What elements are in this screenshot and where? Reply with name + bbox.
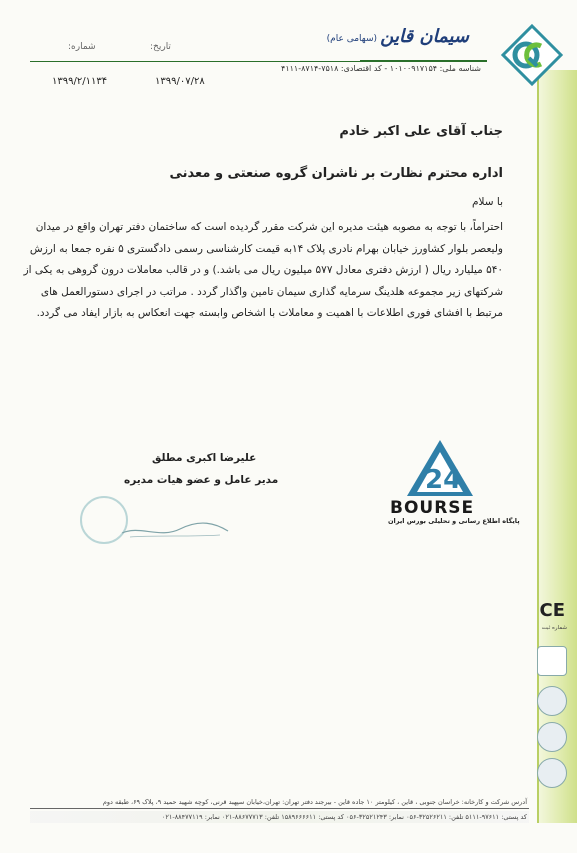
salutation: با سلام xyxy=(471,196,503,208)
bourse-wordmark: BOURSE xyxy=(390,498,475,518)
company-type: (سهامی عام) xyxy=(326,34,377,44)
qc-logo-icon xyxy=(501,24,563,86)
signer-name: علیرضا اکبری مطلق xyxy=(152,452,257,464)
company-brand: سیمان قاین xyxy=(380,26,469,47)
date-label: تاریخ: xyxy=(150,42,171,52)
footer-divider xyxy=(30,808,529,809)
registration-info: شناسه ملی: ۱۰۱۰۰۹۱۷۱۵۴ - کد اقتصادی: ۷۵۱۸-۸۷۱۴-۴۱۱۱ xyxy=(281,64,481,73)
bourse-caption: پایگاه اطلاع رسانی و تحلیلی بورس ایران xyxy=(388,517,520,525)
ce-caption: شماره ثبت xyxy=(541,625,567,631)
standard-mark-icon xyxy=(537,646,567,676)
footer-contact: کد پستی: ۹۷۶۱۱-۵۱۱۱ تلفن: ۳۲۵۲۶۲۱۱-۰۵۶ نمابر: ۳۲۵۲۱۲۴۳-۰۵۶ کد پستی: ۱۵۸۹۶۶۶۶۱۱ تلفن: ۸۸۶۷۷۷۱۳-۰۲۱ نمابر: ۸۸۴۷۷۱۱۹-۰۲۱ xyxy=(161,813,527,821)
iso-cert-icon-2 xyxy=(537,722,567,752)
ce-mark: CE xyxy=(539,600,565,621)
iso-cert-icon-3 xyxy=(537,758,567,788)
letter-body: احتراماً، با توجه به مصوبه هیئت مدیره این شرکت مقرر گردیده است که ساختمان دفتر تهران واقع در میدان ولیعصر بلوار کشاورز خیابان بهرام نادری پلاک ۱۴به قیمت کارشناسی رسمی دادگستری ۵ نفره جمعا به ارزش ۵۴۰ میلیارد ریال ( ارزش دفتری معادل ۵۷۷ میلیون ریال می باشد.) و در قالب معاملات درون گروهی به یکی از شرکتهای زیر مجموعه هلدینگ سرمایه گذاری سیمان تامین واگذار گردد . مراتب در اجرای دستورالعمل های مرتبط با افشای فوری اطلاعات با اهمیت و معاملات با اشخاص وابسته جهت انعکاس به بازار ایفاد می گردد. xyxy=(23,221,503,319)
letter-number-value: ۱۳۹۹/۲/۱۱۳۴ xyxy=(52,76,108,87)
footer-address: آدرس شرکت و کارخانه: خراسان جنوبی ، قاین ، کیلومتر ۱۰ جاده قاین - بیرجند دفتر تهران: تهران،خیابان سپهبد قرنی، کوچه شهید حمید ۹، پلاک ۶۹، طبقه دوم xyxy=(102,798,527,806)
iso-cert-icon xyxy=(537,686,567,716)
bourse-logo-icon xyxy=(405,438,475,498)
date-value: ۱۳۹۹/۰۷/۲۸ xyxy=(155,76,205,87)
recipient: جناب آقای علی اکبر خادم xyxy=(339,124,503,139)
signature-icon xyxy=(120,515,230,545)
svg-text:24: 24 xyxy=(425,465,462,495)
organization: اداره محترم نظارت بر ناشران گروه صنعتی و معدنی xyxy=(169,166,503,181)
number-label: شماره: xyxy=(68,42,96,52)
signer-title: مدیر عامل و عضو هیات مدیره xyxy=(124,474,279,486)
header-divider-accent xyxy=(360,60,487,62)
